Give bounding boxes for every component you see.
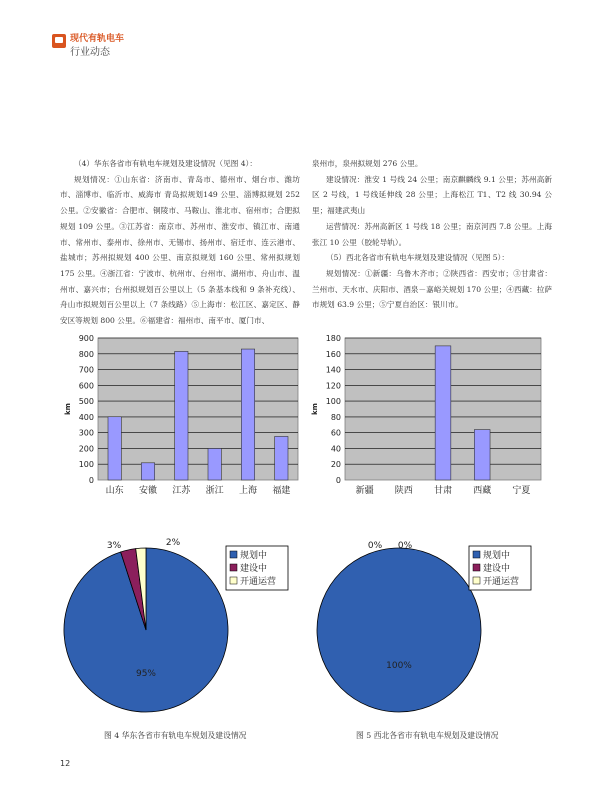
paragraph: （4）华东各省市有轨电车规划及建设情况（见图 4）： [74,159,257,168]
y-tick-label: 0 [335,476,341,485]
y-tick-label: 300 [78,428,94,438]
section-title: 行业动态 [70,47,110,58]
y-tick-label: 40 [330,444,341,454]
y-tick-label: 100 [78,460,94,470]
pie-data-label: 0% [367,541,383,551]
paragraph: 规划情况：①山东省：济南市、青岛市、德州市、烟台市、潍坊市、淄博市、临沂市、威海市 青岛拟规划149 公里、淄博拟规划 252 公里。②安徽省：合肥市、铜陵市、马鞍山、淮北市、宿州市；合肥拟规划 109 公里。③江苏省：南京市、苏州市、淮安市、镇江市、南通市、常州市、泰州市、徐州市、无锡市、扬州市、宿迁市、连云港市、盐城市；苏州拟规划 400 公里、南京拟规划 160 公里、常州拟规划 175 公里。④浙江省：宁波市、杭州市、台州市、湖州市、舟山市、温州市、嘉兴市；台州拟规划百公里以上（5 条基本线和 9 条补充线）、舟山市拟规划百公里以上（7 条线路）⑤上海市：松江区、嘉定区、静安区等规划 800 公里。⑥福建省：福州市、南平市、厦门市、 [60,174,300,326]
east-china-pie-chart [58,530,308,715]
pie-data-label: 100% [386,661,412,671]
legend-swatch [473,551,480,558]
legend-swatch [473,577,480,584]
legend-label: 开通运营 [240,577,277,587]
x-tick-label: 甘肃 [433,486,453,496]
paragraph: 建设情况：淮安 1 号线 24 公里；南京麒麟线 9.1 公里；苏州高新区 2 号线，1 号线延伸线 28 公里；上海松江 T1、T2 线 30.94 公里；福建武夷山 [312,174,552,216]
bar [175,351,188,480]
bar [241,349,254,480]
x-tick-label: 陕西 [394,486,413,496]
y-tick-label: 900 [78,334,94,343]
y-tick-label: 20 [330,460,341,470]
east-china-bar-chart [58,332,308,510]
legend-label: 建设中 [483,564,511,574]
y-tick-label: 180 [325,334,341,343]
left-text-column [60,156,300,329]
legend-swatch [230,564,237,571]
legend-label: 建设中 [240,564,268,574]
legend-label: 规划中 [240,551,268,561]
figure-5-caption: 图 5 西北各省市有轨电车规划及建设情况 [356,731,499,740]
y-tick-label: 100 [325,397,341,407]
bar [208,448,221,480]
x-tick-label: 江苏 [172,486,191,496]
y-tick-label: 80 [330,412,341,422]
legend-swatch [230,551,237,558]
y-axis-label: km [64,403,72,415]
northwest-bar-chart [305,332,545,510]
magazine-logo-icon [52,34,66,48]
northwest-pie-chart [305,530,545,715]
pie-data-label: 0% [397,541,413,551]
pie-data-label: 95% [135,669,157,679]
y-tick-label: 120 [325,381,341,391]
legend-label: 开通运营 [483,577,520,587]
x-tick-label: 山东 [105,486,124,496]
y-tick-label: 60 [330,428,341,438]
figure-4-caption: 图 4 华东各省市有轨电车规划及建设情况 [104,731,247,740]
x-tick-label: 浙江 [205,486,224,496]
plot-area [98,338,298,480]
x-tick-label: 新疆 [355,486,374,496]
legend-label: 规划中 [483,551,511,561]
y-tick-label: 600 [78,381,94,391]
y-tick-label: 400 [78,412,94,422]
bar [435,346,451,480]
y-tick-label: 500 [78,397,94,407]
y-tick-label: 800 [78,349,94,359]
pie-slice [317,548,481,712]
legend-swatch [230,577,237,584]
legend-swatch [473,564,480,571]
x-tick-label: 宁夏 [512,486,531,496]
paragraph: （5）西北各省市有轨电车规划及建设情况（见图 5）： [326,253,509,263]
y-tick-label: 200 [78,444,94,454]
y-tick-label: 160 [325,349,341,359]
y-tick-label: 0 [88,476,94,485]
x-tick-label: 安徽 [138,486,158,496]
x-tick-label: 福建 [272,486,291,496]
x-tick-label: 西藏 [473,486,492,496]
x-tick-label: 上海 [238,486,258,496]
right-text-column [312,156,552,313]
bar [108,417,121,480]
bar [275,436,288,480]
magazine-brand: 现代有轨电车 [70,34,125,44]
paragraph: 规划情况：①新疆：乌鲁木齐市；②陕西省：西安市；③甘肃省：兰州市、天水市、庆阳市、酒泉－嘉峪关规划 170 公里；④西藏：拉萨市规划 63.9 公里；⑤宁夏自治区：银川市。 [312,268,552,310]
paragraph: 泉州市，泉州拟规划 276 公里。 [312,159,423,168]
bar [474,430,490,480]
pie-data-label: 2% [165,538,181,548]
y-tick-label: 140 [325,365,341,375]
pie-data-label: 3% [106,541,122,551]
bar [141,463,154,480]
page-number: 12 [60,759,71,768]
y-axis-label: km [311,403,319,415]
paragraph: 运营情况：苏州高新区 1 号线 18 公里；南京河西 7.8 公里。上海张江 10 公里（胶轮导轨）。 [312,221,552,247]
y-tick-label: 700 [78,365,94,375]
